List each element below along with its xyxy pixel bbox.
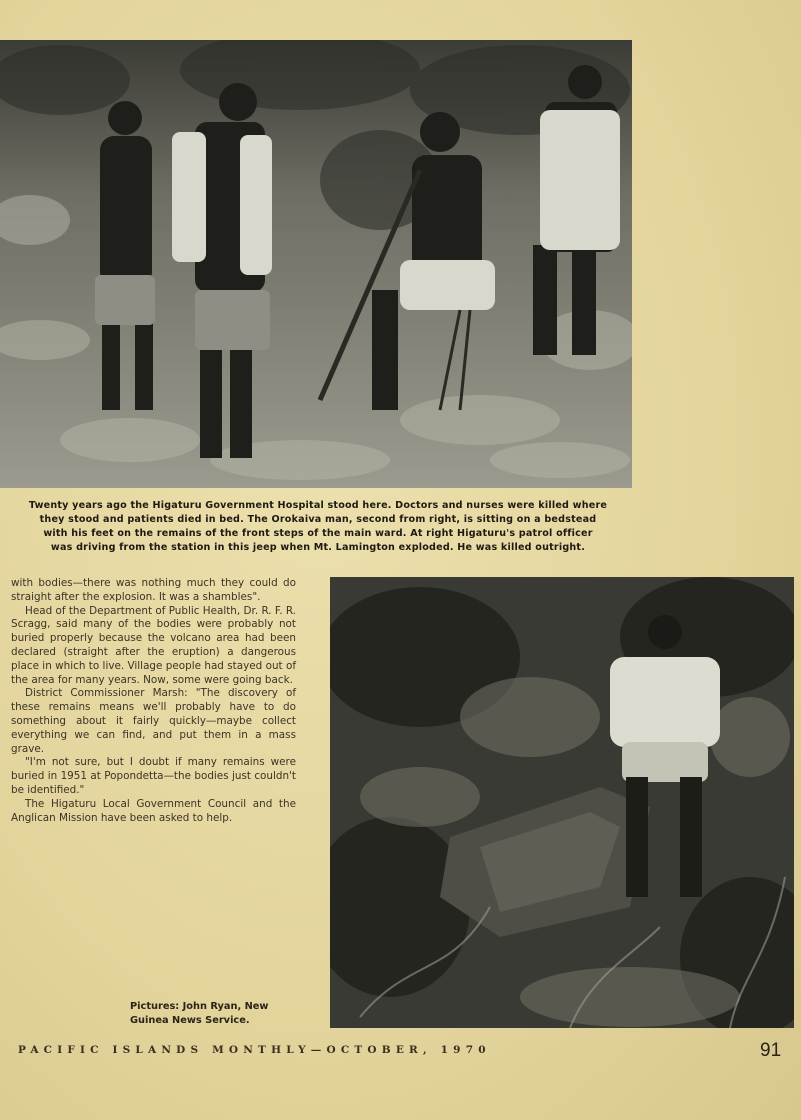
page-number: 91 (760, 1040, 782, 1061)
article-paragraph: with bodies—there was nothing much they could do straight after the explosion. It was a shambles". (11, 577, 296, 603)
jeep-wreck-photograph-drawing (330, 577, 794, 1028)
article-paragraph: "I'm not sure, but I doubt if many remains were buried in 1951 at Popondetta—the bodies just couldn't be identified." (11, 756, 296, 796)
photo-caption (12, 499, 624, 555)
credit-line: Pictures: John Ryan, New (130, 1001, 269, 1012)
caption-line: was driving from the station in this jeep when Mt. Lamington exploded. He was killed outright. (50, 542, 586, 553)
article-paragraph: The Higaturu Local Government Council and the Anglican Mission have been asked to help. (11, 797, 296, 824)
jeep-wreck-photograph (330, 577, 794, 1028)
caption-line: they stood and patients died in bed. The Orokaiva man, second from right, is sitting on a bedstead (39, 514, 597, 525)
top-photograph (0, 40, 632, 488)
article-body (11, 577, 296, 825)
article-paragraph: District Commissioner Marsh: "The discovery of these remains means we'll probably have to do something about it fairly quickly—maybe collect everything we can find, and put them in a mass grave. (11, 687, 296, 755)
credit-line: Guinea News Service. (130, 1015, 250, 1026)
caption-line: Twenty years ago the Higaturu Government Hospital stood here. Doctors and nurses were killed where (28, 500, 608, 511)
article-paragraph: Head of the Department of Public Health, Dr. R. F. R. Scragg, said many of the bodies were probably not buried properly because the volcano area had been declared (straight after the eruption) a dangerous place in which to live. Village people had stayed out of the area for many years. Now, some were going back. (11, 604, 296, 686)
footer-masthead: PACIFIC ISLANDS MONTHLY—OCTOBER, 1970 (18, 1044, 491, 1056)
caption-line: with his feet on the remains of the front steps of the main ward. At right Higaturu's patrol officer (43, 528, 593, 539)
photo-credit (130, 1000, 300, 1028)
top-photograph-drawing (0, 40, 632, 488)
